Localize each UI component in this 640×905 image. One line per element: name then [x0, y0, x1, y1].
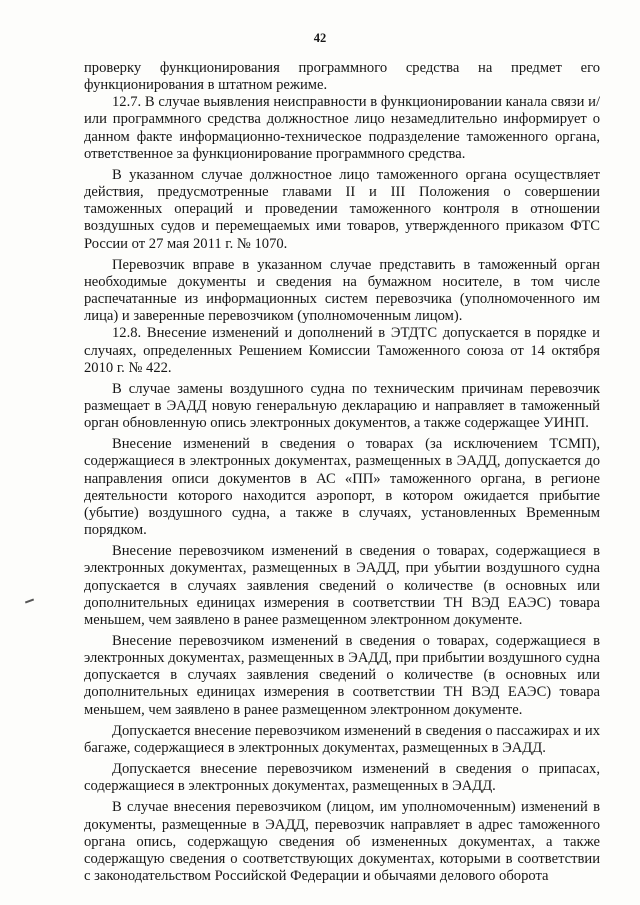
paragraph-body: Внесение перевозчиком изменений в сведения о товарах, содержащиеся в электронных документах, размещенных в ЭАДД, при прибытии воздушного судна допускается в случаях заявления сведений о количестве (в основных или дополнительных единицах измерения в соответствии ТН ВЭД ЕАЭС) товара меньшем, чем заявлено в ранее размещенном электронном документе.: [84, 633, 600, 718]
paragraph-body: В указанном случае должностное лицо таможенного органа осуществляет действия, предусмотренные главами II и III Положения о совершении таможенных операций и проведении таможенного контроля в отношении воздушных судов и перемещаемых ими товаров, утвержденного приказом ФТС России от 27 мая 2011 г. № 1070.: [84, 166, 600, 252]
page-number: 42: [313, 31, 327, 45]
paragraph-body: Внесение перевозчиком изменений в сведения о товарах, содержащиеся в электронных документах, размещенных в ЭАДД, при убытии воздушного судна допускается в случаях заявления сведений о количестве (в основных или дополнительных единицах измерения в соответствии ТН ВЭД ЕАЭС) товара меньшем, чем заявлено в ранее размещенном электронном документе.: [84, 543, 600, 628]
paragraph-body: Допускается внесение перевозчиком изменений в сведения о пассажирах и их багаже, содержащиеся в электронных документах, размещенных в ЭАДД.: [84, 722, 600, 756]
paragraph-body: Допускается внесение перевозчиком изменений в сведения о припасах, содержащиеся в электронных документах, размещенных в ЭАДД.: [84, 761, 600, 795]
scan-mark: [25, 599, 34, 604]
paragraph-body: Перевозчик вправе в указанном случае представить в таможенный орган необходимые документы и сведения на бумажном носителе, в том числе распечатанные из информационных систем перевозчика (уполномоченного им лица) и заверенные перевозчиком (уполномоченным лицом).: [84, 256, 600, 325]
paragraph-body: В случае замены воздушного судна по техническим причинам перевозчик размещает в ЭАДД новую генеральную декларацию и направляет в таможенный орган обновленную опись электронных документов, а также содержащее УИНП.: [84, 380, 600, 432]
paragraph-body: В случае внесения перевозчиком (лицом, им уполномоченным) изменений в документы, размещенные в ЭАДД, перевозчик направляет в адрес таможенного органа опись, содержащую сведения об измененных документах, а также содержащую сведения о соответствующих документах, которыми в соответствии с законодательством Российской Федерации и обычаями делового оборота: [84, 799, 600, 885]
paragraph-12-8: 12.8. Внесение изменений и дополнений в ЭТДТС допускается в порядке и случаях, определенных Решением Комиссии Таможенного союза от 14 октября 2010 г. № 422.: [84, 325, 600, 376]
paragraph-body: Внесение изменений в сведения о товарах (за исключением ТСМП), содержащиеся в электронных документах, размещенных в ЭАДД, допускается до направления описи документов в АС «ПП» таможенного органа, в регионе деятельности которого находится аэропорт, в котором ожидается прибытие (убытие) воздушного судна, а также в случаях, установленных Временным порядком.: [84, 436, 600, 539]
paragraph-12-7: 12.7. В случае выявления неисправности в функционировании канала связи и/или программного средства должностное лицо незамедлительно информирует о данном факте информационно-техническое подразделение таможенного органа, ответственное за функционирование программного средства.: [84, 94, 600, 162]
paragraph-continuation: проверку функционирования программного средства на предмет его функционирования в штатном режиме.: [84, 60, 600, 94]
document-body: [84, 60, 600, 885]
